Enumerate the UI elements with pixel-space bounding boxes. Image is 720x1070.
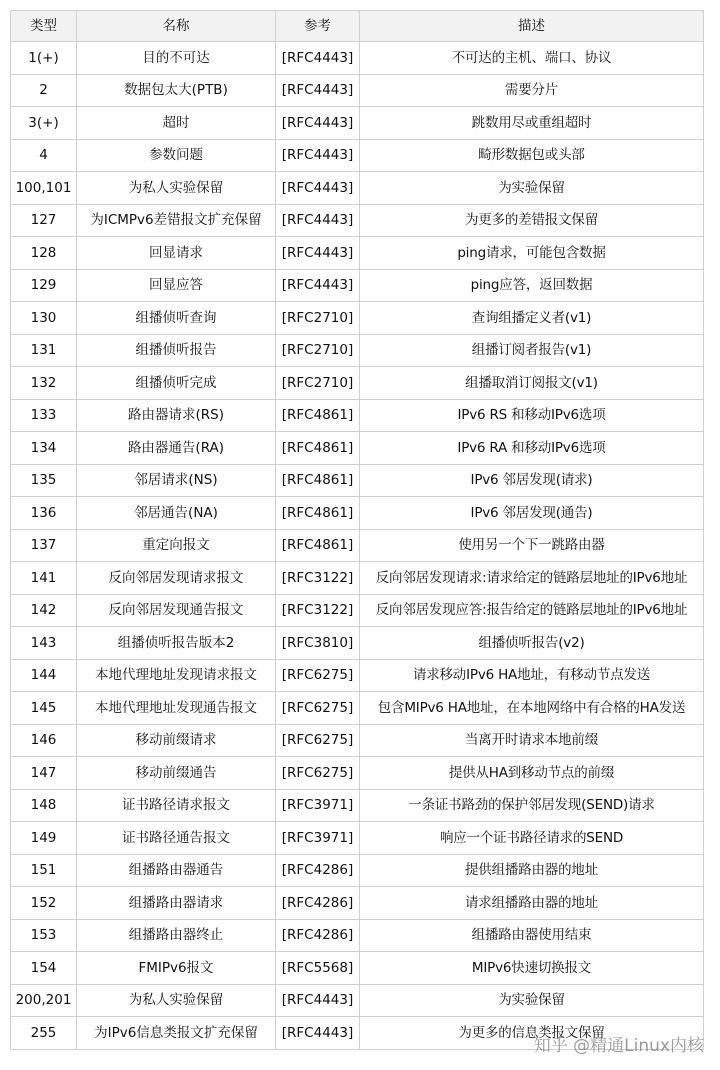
table-row <box>11 627 704 660</box>
cell-name: 回显请求 <box>77 237 276 270</box>
cell-name: 组播路由器通告 <box>77 854 276 887</box>
cell-desc: 请求移动IPv6 HA地址，有移动节点发送 <box>360 659 704 692</box>
cell-name: 证书路径通告报文 <box>77 822 276 855</box>
cell-name: 移动前缀通告 <box>77 757 276 790</box>
cell-name: 本地代理地址发现通告报文 <box>77 692 276 725</box>
cell-name: 移动前缀请求 <box>77 724 276 757</box>
cell-desc: 反向邻居发现应答:报告给定的链路层地址的IPv6地址 <box>360 594 704 627</box>
icmpv6-type-table <box>10 10 704 1050</box>
cell-ref: [RFC3122] <box>276 594 360 627</box>
cell-ref: [RFC4861] <box>276 432 360 465</box>
cell-ref: [RFC3122] <box>276 562 360 595</box>
cell-desc: 不可达的主机、端口、协议 <box>360 42 704 75</box>
cell-desc: IPv6 RS 和移动IPv6选项 <box>360 399 704 432</box>
cell-desc: IPv6 邻居发现(通告) <box>360 497 704 530</box>
cell-desc: 跳数用尽或重组超时 <box>360 107 704 140</box>
table-row <box>11 399 704 432</box>
cell-name: 参数问题 <box>77 139 276 172</box>
cell-desc: 提供从HA到移动节点的前缀 <box>360 757 704 790</box>
cell-ref: [RFC4443] <box>276 1017 360 1050</box>
table-row <box>11 952 704 985</box>
cell-name: 超时 <box>77 107 276 140</box>
table-row <box>11 204 704 237</box>
cell-name: 为私人实验保留 <box>77 172 276 205</box>
cell-name: 为ICMPv6差错报文扩充保留 <box>77 204 276 237</box>
cell-type: 133 <box>11 399 77 432</box>
cell-desc: 为实验保留 <box>360 984 704 1017</box>
table-row <box>11 822 704 855</box>
cell-desc: ping请求，可能包含数据 <box>360 237 704 270</box>
cell-name: FMIPv6报文 <box>77 952 276 985</box>
header-type: 类型 <box>11 11 77 42</box>
cell-type: 200,201 <box>11 984 77 1017</box>
cell-ref: [RFC4443] <box>276 74 360 107</box>
cell-ref: [RFC2710] <box>276 334 360 367</box>
cell-name: 反向邻居发现请求报文 <box>77 562 276 595</box>
cell-type: 146 <box>11 724 77 757</box>
cell-type: 151 <box>11 854 77 887</box>
header-name: 名称 <box>77 11 276 42</box>
cell-desc: 为更多的信息类报文保留 <box>360 1017 704 1050</box>
table-row <box>11 42 704 75</box>
cell-type: 134 <box>11 432 77 465</box>
cell-type: 128 <box>11 237 77 270</box>
cell-name: 路由器通告(RA) <box>77 432 276 465</box>
cell-desc: 响应一个证书路径请求的SEND <box>360 822 704 855</box>
cell-ref: [RFC4443] <box>276 269 360 302</box>
cell-ref: [RFC4443] <box>276 237 360 270</box>
cell-type: 4 <box>11 139 77 172</box>
table-row <box>11 464 704 497</box>
table-row <box>11 432 704 465</box>
cell-desc: 反向邻居发现请求:请求给定的链路层地址的IPv6地址 <box>360 562 704 595</box>
cell-name: 邻居请求(NS) <box>77 464 276 497</box>
cell-type: 136 <box>11 497 77 530</box>
cell-desc: 为更多的差错报文保留 <box>360 204 704 237</box>
table-row <box>11 757 704 790</box>
cell-ref: [RFC6275] <box>276 757 360 790</box>
table-row <box>11 334 704 367</box>
cell-name: 组播侦听完成 <box>77 367 276 400</box>
cell-ref: [RFC3971] <box>276 822 360 855</box>
cell-desc: 提供组播路由器的地址 <box>360 854 704 887</box>
cell-name: 证书路径请求报文 <box>77 789 276 822</box>
cell-ref: [RFC4443] <box>276 139 360 172</box>
cell-name: 组播侦听报告 <box>77 334 276 367</box>
cell-name: 本地代理地址发现请求报文 <box>77 659 276 692</box>
cell-ref: [RFC2710] <box>276 367 360 400</box>
table-row <box>11 302 704 335</box>
table-row <box>11 74 704 107</box>
cell-name: 目的不可达 <box>77 42 276 75</box>
cell-ref: [RFC6275] <box>276 692 360 725</box>
cell-name: 回显应答 <box>77 269 276 302</box>
cell-type: 130 <box>11 302 77 335</box>
cell-desc: 组播取消订阅报文(v1) <box>360 367 704 400</box>
cell-type: 131 <box>11 334 77 367</box>
cell-type: 149 <box>11 822 77 855</box>
cell-type: 148 <box>11 789 77 822</box>
table-row <box>11 919 704 952</box>
cell-ref: [RFC4286] <box>276 854 360 887</box>
cell-type: 142 <box>11 594 77 627</box>
table-body <box>11 42 704 1050</box>
cell-type: 255 <box>11 1017 77 1050</box>
cell-ref: [RFC6275] <box>276 724 360 757</box>
cell-ref: [RFC4443] <box>276 204 360 237</box>
table-header <box>11 11 704 42</box>
cell-ref: [RFC4443] <box>276 42 360 75</box>
cell-name: 反向邻居发现通告报文 <box>77 594 276 627</box>
cell-ref: [RFC4861] <box>276 399 360 432</box>
table-row <box>11 269 704 302</box>
cell-ref: [RFC5568] <box>276 952 360 985</box>
cell-name: 路由器请求(RS) <box>77 399 276 432</box>
cell-desc: IPv6 邻居发现(请求) <box>360 464 704 497</box>
cell-ref: [RFC4861] <box>276 464 360 497</box>
cell-ref: [RFC4443] <box>276 172 360 205</box>
cell-desc: 查询组播定义者(v1) <box>360 302 704 335</box>
cell-type: 3(+) <box>11 107 77 140</box>
cell-name: 为私人实验保留 <box>77 984 276 1017</box>
cell-name: 重定向报文 <box>77 529 276 562</box>
table-row <box>11 692 704 725</box>
cell-ref: [RFC6275] <box>276 659 360 692</box>
cell-desc: 组播侦听报告(v2) <box>360 627 704 660</box>
cell-desc: 一条证书路劲的保护邻居发现(SEND)请求 <box>360 789 704 822</box>
cell-type: 143 <box>11 627 77 660</box>
cell-type: 144 <box>11 659 77 692</box>
table-row <box>11 529 704 562</box>
cell-ref: [RFC4443] <box>276 984 360 1017</box>
cell-desc: MIPv6快速切换报文 <box>360 952 704 985</box>
cell-type: 137 <box>11 529 77 562</box>
cell-name: 组播侦听报告版本2 <box>77 627 276 660</box>
cell-type: 135 <box>11 464 77 497</box>
cell-type: 154 <box>11 952 77 985</box>
watermark-text: 知乎 @精通Linux内核 <box>533 1036 704 1056</box>
icmpv6-type-table-container <box>10 10 703 1050</box>
cell-type: 1(+) <box>11 42 77 75</box>
cell-ref: [RFC4286] <box>276 887 360 920</box>
table-row <box>11 724 704 757</box>
table-row <box>11 789 704 822</box>
cell-type: 127 <box>11 204 77 237</box>
cell-type: 132 <box>11 367 77 400</box>
table-row <box>11 497 704 530</box>
table-row <box>11 172 704 205</box>
cell-type: 147 <box>11 757 77 790</box>
table-row <box>11 887 704 920</box>
cell-desc: ping应答，返回数据 <box>360 269 704 302</box>
cell-desc: 组播路由器使用结束 <box>360 919 704 952</box>
header-desc: 描述 <box>360 11 704 42</box>
cell-desc: 为实验保留 <box>360 172 704 205</box>
cell-ref: [RFC3971] <box>276 789 360 822</box>
cell-ref: [RFC3810] <box>276 627 360 660</box>
table-row <box>11 107 704 140</box>
cell-desc: 使用另一个下一跳路由器 <box>360 529 704 562</box>
table-row <box>11 854 704 887</box>
table-row <box>11 594 704 627</box>
cell-name: 邻居通告(NA) <box>77 497 276 530</box>
cell-ref: [RFC4861] <box>276 529 360 562</box>
cell-desc: 需要分片 <box>360 74 704 107</box>
cell-ref: [RFC2710] <box>276 302 360 335</box>
table-row <box>11 367 704 400</box>
cell-name: 组播路由器请求 <box>77 887 276 920</box>
cell-name: 组播侦听查询 <box>77 302 276 335</box>
table-row <box>11 984 704 1017</box>
table-row <box>11 659 704 692</box>
cell-type: 153 <box>11 919 77 952</box>
cell-name: 组播路由器终止 <box>77 919 276 952</box>
cell-ref: [RFC4443] <box>276 107 360 140</box>
cell-type: 145 <box>11 692 77 725</box>
cell-desc: 当离开时请求本地前缀 <box>360 724 704 757</box>
cell-desc: 请求组播路由器的地址 <box>360 887 704 920</box>
cell-desc: 组播订阅者报告(v1) <box>360 334 704 367</box>
cell-name: 为IPv6信息类报文扩充保留 <box>77 1017 276 1050</box>
cell-type: 2 <box>11 74 77 107</box>
header-ref: 参考 <box>276 11 360 42</box>
cell-ref: [RFC4861] <box>276 497 360 530</box>
table-row <box>11 562 704 595</box>
cell-desc: IPv6 RA 和移动IPv6选项 <box>360 432 704 465</box>
cell-type: 100,101 <box>11 172 77 205</box>
table-row <box>11 139 704 172</box>
cell-type: 141 <box>11 562 77 595</box>
cell-type: 129 <box>11 269 77 302</box>
cell-name: 数据包太大(PTB) <box>77 74 276 107</box>
header-row <box>11 11 704 42</box>
cell-desc: 包含MIPv6 HA地址，在本地网络中有合格的HA发送 <box>360 692 704 725</box>
cell-ref: [RFC4286] <box>276 919 360 952</box>
table-row <box>11 237 704 270</box>
cell-desc: 畸形数据包或头部 <box>360 139 704 172</box>
cell-type: 152 <box>11 887 77 920</box>
